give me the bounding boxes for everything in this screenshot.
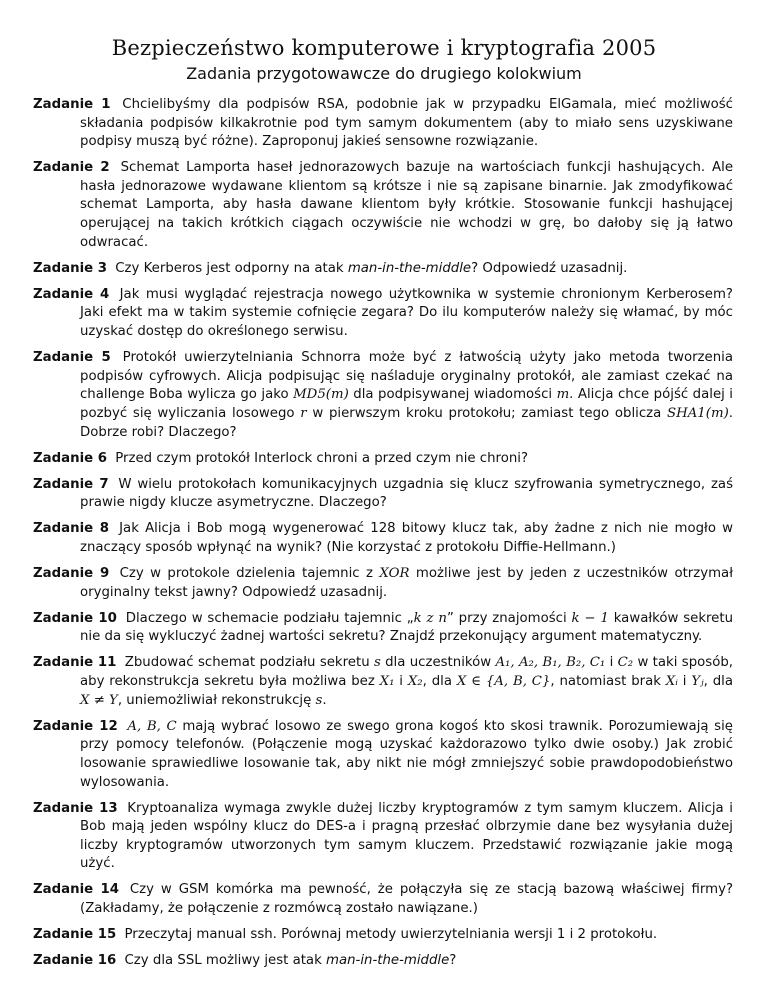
task-2 bbox=[33, 159, 733, 252]
task-13 bbox=[33, 800, 733, 874]
task-label: Zadanie 14 bbox=[33, 882, 119, 898]
task-text: i bbox=[605, 655, 618, 671]
task-5 bbox=[33, 349, 733, 442]
task-text: Jak musi wyglądać rejestracja nowego użytkownika w systemie chronionym Kerberosem? Jaki efekt ma w takim systemie cofnięcie zegara? Do ilu komputerów należy się włamać, by móc uzyskać dostęp do określonego serwisu. bbox=[80, 286, 733, 340]
task-text: , dla bbox=[703, 674, 733, 690]
task-label: Zadanie 7 bbox=[33, 476, 109, 492]
math-expression: MD5(m) bbox=[293, 387, 349, 403]
task-text: Czy Kerberos jest odporny na atak bbox=[115, 260, 348, 276]
math-expression: A, B, C bbox=[127, 718, 177, 734]
task-text: Zbudować schemat podziału sekretu bbox=[124, 655, 374, 671]
math-expression: X ≠ Y bbox=[80, 692, 118, 708]
math-expression: X₁ bbox=[379, 674, 395, 690]
task-label: Zadanie 13 bbox=[33, 800, 118, 816]
math-expression: X₂ bbox=[407, 674, 423, 690]
task-16 bbox=[33, 952, 733, 971]
task-text: . Dobrze robi? Dlaczego? bbox=[80, 405, 733, 440]
task-11 bbox=[33, 654, 733, 710]
math-expression: k z n bbox=[413, 610, 447, 626]
task-text: ? Odpowiedź uzasadnij. bbox=[471, 260, 628, 276]
document-subtitle: Zadania przygotowawcze do drugiego kolokwium bbox=[186, 64, 582, 83]
task-text: . Alicja chce pójść dalej i pozbyć się wyliczania losowego bbox=[80, 387, 733, 421]
task-label: Zadanie 11 bbox=[33, 655, 117, 671]
task-text: Schemat Lamporta haseł jednorazowych bazuje na wartościach funkcji hashujących. Ale hasła jednorazowe wydawane klientom są krótsze i nie są zapisane binarnie. Jak zmodyfikować schemat Lamporta, aby hasła dawane klientom były krótkie. Stosowanie funkcji hashującej operującej na takich krótkich ciągach oczywiście nie wchodzi w grę, bo dałoby się ją łatwo odwracać. bbox=[80, 160, 733, 250]
task-label: Zadanie 1 bbox=[33, 97, 111, 112]
task-label: Zadanie 15 bbox=[33, 927, 117, 943]
task-label: Zadanie 12 bbox=[33, 718, 118, 734]
task-text: w pierwszym kroku protokołu; zamiast tego oblicza bbox=[306, 405, 667, 421]
document-title: Bezpieczeństwo komputerowe i kryptografia 2005 bbox=[111, 36, 657, 60]
task-10 bbox=[33, 610, 733, 647]
math-expression: C₂ bbox=[617, 655, 634, 671]
task-6 bbox=[33, 450, 733, 469]
task-emphasis: man-in-the-middle bbox=[347, 260, 472, 276]
task-label: Zadanie 16 bbox=[33, 953, 117, 969]
math-expression: A₁, A₂, B₁, B₂, C₁ bbox=[495, 655, 606, 671]
task-text: . bbox=[322, 692, 327, 708]
math-expression: SHA1(m) bbox=[667, 405, 729, 421]
task-text: W wielu protokołach komunikacyjnych uzgadnia się klucz szyfrowania symetrycznego, zaś prawie nigdy klucze asymetryczne. Dlaczego? bbox=[80, 476, 733, 511]
task-label: Zadanie 5 bbox=[33, 350, 111, 366]
task-label: Zadanie 4 bbox=[33, 286, 110, 302]
math-expression: Yⱼ bbox=[691, 674, 704, 690]
task-12 bbox=[33, 718, 733, 792]
task-text: dla podpisywanej wiadomości bbox=[348, 387, 557, 403]
task-label: Zadanie 3 bbox=[33, 260, 108, 276]
task-text: , natomiast brak bbox=[550, 674, 666, 690]
task-text: Kryptoanaliza wymaga zwykle dużej liczby kryptogramów z tym samym kluczem. Alicja i Bob mają jeden wspólny klucz do DES-a i pragną przesłać olbrzymie dane bez wysyłania dużej liczby kryptogramów utworzonych tym samym kluczem. Przedstawić rozwiązanie jakie mogą użyć. bbox=[80, 800, 733, 872]
math-expression: s bbox=[315, 692, 323, 708]
task-text: , uniemożliwiał rekonstrukcję bbox=[117, 692, 316, 708]
task-8 bbox=[33, 520, 733, 557]
task-9 bbox=[33, 565, 733, 602]
task-text: dla uczestników bbox=[380, 655, 496, 671]
task-text: Przed czym protokół Interlock chroni a przed czym nie chroni? bbox=[115, 450, 529, 466]
math-expression: m bbox=[556, 387, 570, 403]
task-1 bbox=[33, 96, 733, 152]
task-text: Czy w protokole dzielenia tajemnic z bbox=[119, 566, 380, 582]
task-text: i bbox=[677, 674, 692, 690]
task-text: Protokół uwierzytelniania Schnorra może być z łatwością użyty jako metoda tworzenia podpisów cyfrowych. Alicja podpisując się naśladuje oryginalny protokół, ale zamiast czekać na challenge Boba wylicza go jako bbox=[80, 350, 733, 403]
task-text: Czy dla SSL możliwy jest atak bbox=[124, 953, 327, 969]
math-expression: X ∈ {A, B, C} bbox=[456, 674, 551, 690]
task-text: Czy w GSM komórka ma pewność, że połączyła się ze stacją bazową właściwej firmy? (Zakładamy, że połączenie z rozmówcą zostało nawiązane.) bbox=[80, 882, 733, 917]
task-text: i bbox=[394, 674, 408, 690]
task-label: Zadanie 8 bbox=[33, 521, 109, 537]
task-label: Zadanie 10 bbox=[33, 610, 117, 626]
task-label: Zadanie 6 bbox=[33, 450, 108, 466]
task-14 bbox=[33, 881, 733, 918]
task-text: możliwe jest by jeden z uczestników otrzymał oryginalny tekst jawny? Odpowiedź uzasadnij. bbox=[80, 566, 733, 600]
task-list bbox=[33, 96, 733, 978]
task-text: ? bbox=[449, 953, 457, 969]
math-expression: s bbox=[373, 655, 381, 671]
task-label: Zadanie 9 bbox=[33, 566, 110, 582]
task-emphasis: man-in-the-middle bbox=[326, 953, 450, 969]
task-text: w taki sposób, aby rekonstrukcja sekretu była możliwa bez bbox=[80, 655, 733, 690]
task-text: Dlaczego w schemacie podziału tajemnic „ bbox=[125, 610, 414, 626]
math-expression: XOR bbox=[379, 566, 410, 582]
task-7 bbox=[33, 476, 733, 513]
task-text: ” przy znajomości bbox=[446, 610, 572, 626]
task-text: , dla bbox=[422, 674, 457, 690]
task-label: Zadanie 2 bbox=[33, 160, 110, 176]
task-text: Przeczytaj manual ssh. Porównaj metody uwierzytelniania wersji 1 i 2 protokołu. bbox=[124, 927, 658, 943]
math-expression: k − 1 bbox=[571, 610, 609, 626]
task-text: Chcielibyśmy dla podpisów RSA, podobnie jak w przypadku ElGamala, mieć możliwość składania podpisów kilkakrotnie pod tym samym dokumentem (aby to miało sens uzyskiwane podpisy muszą być różne). Zaproponuj jakieś sensowne rozwiązanie. bbox=[80, 97, 733, 150]
task-text: Jak Alicja i Bob mogą wygenerować 128 bitowy klucz tak, aby żadne z nich nie mogło w znaczący sposób wpłynąć na wynik? (Nie korzystać z protokołu Diffie-Hellmann.) bbox=[80, 521, 733, 555]
task-3 bbox=[33, 260, 733, 279]
math-expression: r bbox=[300, 405, 307, 421]
task-15 bbox=[33, 926, 733, 945]
task-4 bbox=[33, 286, 733, 342]
task-text: mają wybrać losowo ze swego grona kogoś kto skosi trawnik. Porozumiewają się przy pomocy telefonów. (Połączenie mogą uzyskać każdorazowo tylko dwie osoby.) Jak zrobić losowanie sprawiedliwe losowanie tak, aby nikt nie mógł zmniejszyć sobie prawdopodobieństwo wylosowania. bbox=[80, 718, 733, 790]
task-text: kawałków sekretu nie da się wykluczyć żadnej wartości sekretu? Znajdź przekonujący argument matematyczny. bbox=[80, 610, 734, 645]
math-expression: Xᵢ bbox=[665, 674, 678, 690]
